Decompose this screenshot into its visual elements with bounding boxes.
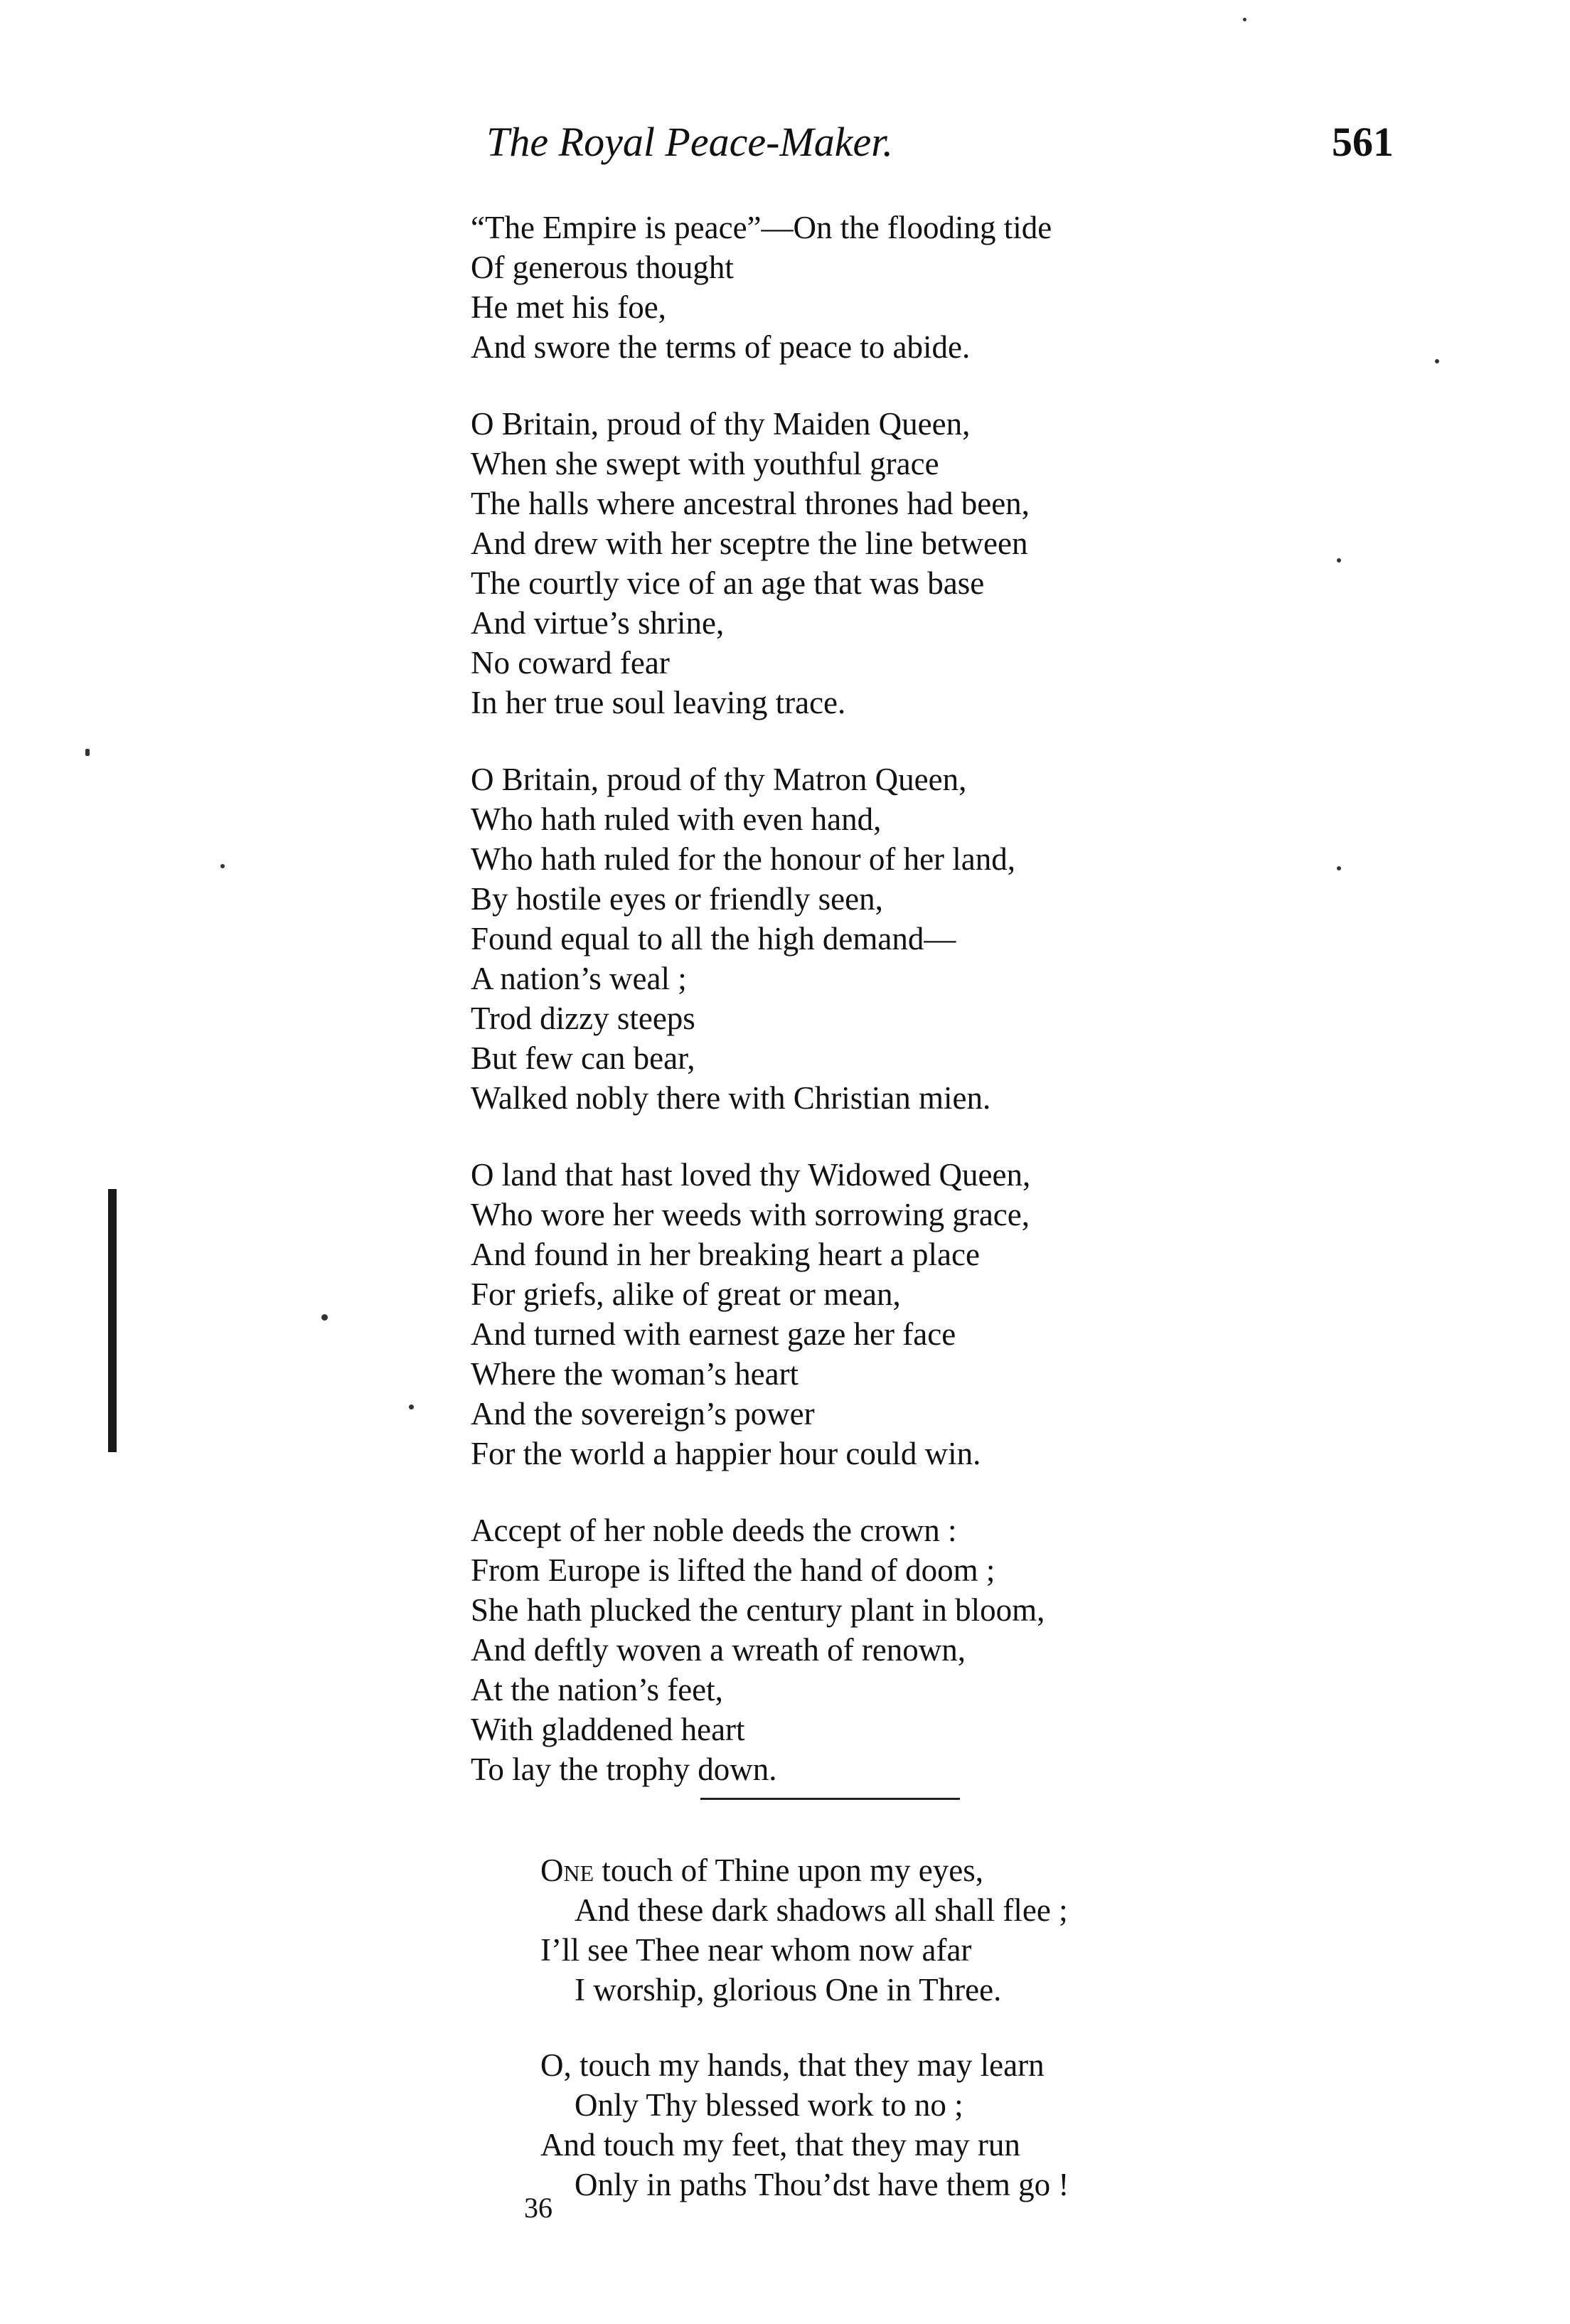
poem-line: And deftly woven a wreath of renown, [471, 1632, 966, 1668]
poem-line: And virtue’s shrine, [471, 605, 725, 641]
poem-line: And touch my feet, that they may run [540, 2127, 1020, 2163]
poem-line: “The Empire is peace”—On the flooding tide [471, 210, 1052, 245]
poem-line: By hostile eyes or friendly seen, [471, 881, 883, 917]
poem-line: Who wore her weeds with sorrowing grace, [471, 1197, 1030, 1232]
poem-line: O Britain, proud of thy Matron Queen, [471, 762, 967, 797]
poem-line: With gladdened heart [471, 1712, 745, 1747]
poem-line: For the world a happier hour could win. [471, 1436, 981, 1471]
scan-speck [409, 1404, 414, 1409]
scan-speck [321, 1314, 328, 1321]
poem-line: Found equal to all the high demand— [471, 921, 956, 956]
poem-line: O land that hast loved thy Widowed Queen, [471, 1157, 1031, 1193]
poem-line: Where the woman’s heart [471, 1356, 799, 1392]
poem-line: For griefs, alike of great or mean, [471, 1276, 901, 1312]
poem-line: Of generous thought [471, 250, 734, 285]
poem-line: She hath plucked the century plant in bloom, [471, 1592, 1045, 1628]
poem-line: No coward fear [471, 645, 670, 681]
page-number: 561 [1332, 119, 1394, 165]
poem-line: But few can bear, [471, 1040, 695, 1076]
poem-one-touch [540, 1850, 1394, 2240]
poem-line: The halls where ancestral thrones had been, [471, 486, 1030, 521]
poem-line: I worship, glorious One in Three. [575, 1972, 1002, 2008]
poem-line: And turned with earnest gaze her face [471, 1316, 956, 1352]
poem-line: A nation’s weal ; [471, 961, 687, 996]
poem-line: And swore the terms of peace to abide. [471, 329, 971, 365]
scan-speck [1337, 558, 1341, 563]
poem-line: Trod dizzy steeps [471, 1001, 695, 1036]
margin-scan-bar [108, 1189, 117, 1452]
stanza-2 [540, 2045, 1394, 2205]
scan-speck [1435, 359, 1439, 363]
poem-line: The courtly vice of an age that was base [471, 565, 985, 601]
section-divider [700, 1798, 960, 1800]
stanza-4 [471, 1155, 1395, 1473]
stanza-1 [540, 1850, 1394, 2010]
signature-mark: 36 [524, 2192, 552, 2224]
running-title: The Royal Peace-Maker. [486, 119, 893, 165]
poem-line: And these dark shadows all shall flee ; [575, 1892, 1068, 1928]
poem-line: From Europe is lifted the hand of doom ; [471, 1552, 995, 1588]
poem-line: In her true soul leaving trace. [471, 685, 846, 720]
poem-line: Only in paths Thou’dst have them go ! [575, 2167, 1069, 2202]
stanza-1 [471, 208, 1395, 367]
poem-line: And found in her breaking heart a place [471, 1237, 980, 1272]
stanza-3 [471, 759, 1395, 1118]
poem-line: Who hath ruled with even hand, [471, 801, 882, 837]
poem-line [540, 1850, 1394, 1890]
poem-line: O, touch my hands, that they may learn [540, 2047, 1045, 2083]
scan-speck [1337, 866, 1341, 870]
poem-line: I’ll see Thee near whom now afar [540, 1932, 972, 1968]
poem-royal-peace-maker [471, 208, 1395, 1826]
poem-line: He met his foe, [471, 289, 666, 325]
stanza-5 [471, 1510, 1395, 1789]
poem-line: Accept of her noble deeds the crown : [471, 1513, 957, 1548]
poem-line: And the sovereign’s power [471, 1396, 815, 1432]
poem-line: At the nation’s feet, [471, 1672, 723, 1707]
stanza-2 [471, 404, 1395, 723]
poem-line: And drew with her sceptre the line between [471, 526, 1028, 561]
scan-speck [1243, 18, 1246, 21]
poem-line: Only Thy blessed work to no ; [575, 2087, 963, 2123]
poem-line: Who hath ruled for the honour of her land, [471, 841, 1016, 877]
poem-line: O Britain, proud of thy Maiden Queen, [471, 406, 971, 442]
scan-speck [85, 749, 90, 756]
opening-line-rest: touch of Thine upon my eyes, [594, 1853, 983, 1888]
poem-line: When she swept with youthful grace [471, 446, 939, 481]
poem-line: To lay the trophy down. [471, 1752, 777, 1787]
poem-line: Walked nobly there with Christian mien. [471, 1080, 991, 1116]
scan-speck [220, 864, 225, 868]
opening-word: One [540, 1853, 594, 1888]
